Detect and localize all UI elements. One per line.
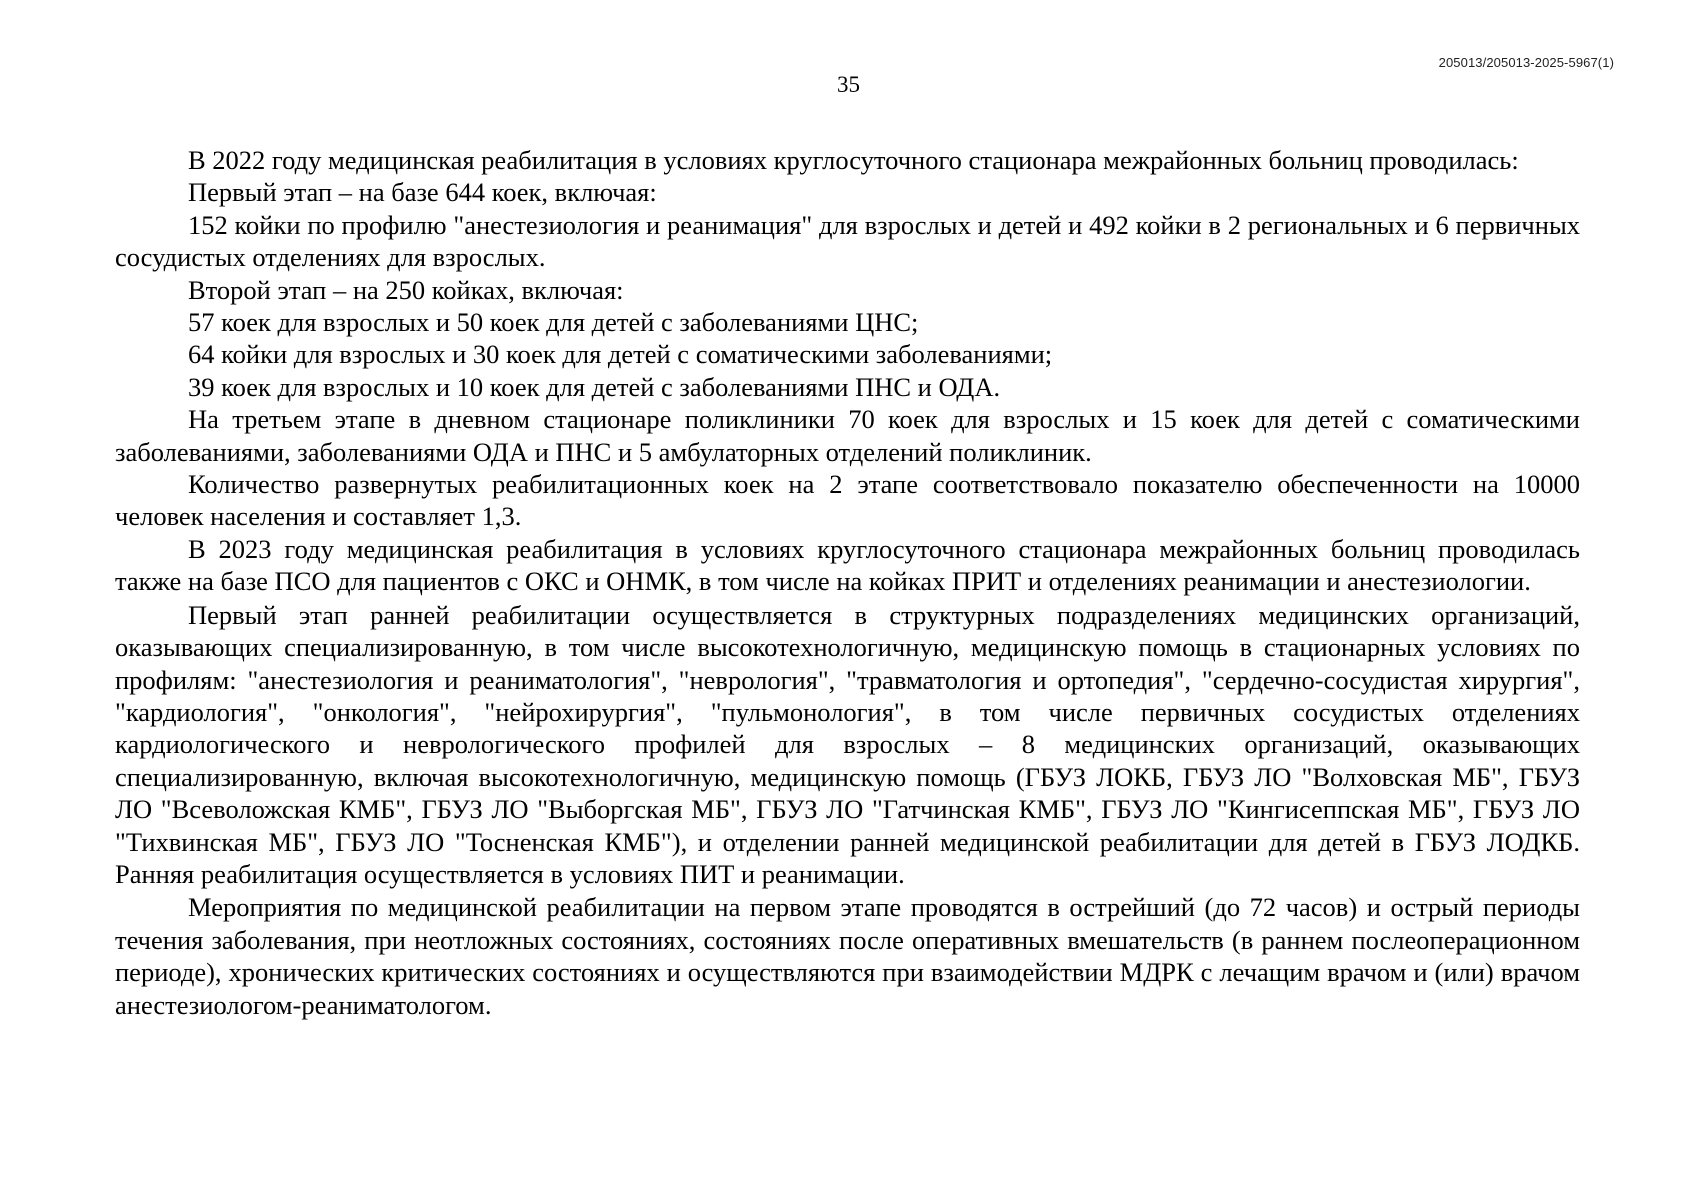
page-number: 35 xyxy=(837,72,860,97)
paragraph: Первый этап ранней реабилитации осуществляется в структурных подразделениях медицинских организаций, оказывающих специализированную, в том числе высокотехнологичную, медицинскую помощь в стационарных условиях по профилям: "анестезиология и реаниматология", "неврология", "травматология и ортопедия", "сердечно-сосудистая хирургия", "кардиология", "онкология", "нейрохирургия", "пульмонология", в том числе первичных сосудистых отделениях кардиологического и неврологического профилей для взрослых – 8 медицинских организаций, оказывающих специализированную, включая высокотехнологичную, медицинскую помощь (ГБУЗ ЛОКБ, ГБУЗ ЛО "Волховская МБ", ГБУЗ ЛО "Всеволожская КМБ", ГБУЗ ЛО "Выборгская МБ", ГБУЗ ЛО "Гатчинская КМБ", ГБУЗ ЛО "Кингисеппская МБ", ГБУЗ ЛО "Тихвинская МБ", ГБУЗ ЛО "Тосненская КМБ"), и отделении ранней медицинской реабилитации для детей в ГБУЗ ЛОДКБ. Ранняя реабилитация осуществляется в условиях ПИТ и реанимации. xyxy=(115,599,1580,889)
paragraph: Второй этап – на 250 койках, включая: xyxy=(188,274,624,305)
paragraph: В 2023 году медицинская реабилитация в условиях круглосуточного стационара межрайонных больниц проводилась также на базе ПСО для пациентов с ОКС и ОНМК, в том числе на койках ПРИТ и отделениях реанимации и анестезиологии. xyxy=(115,533,1580,597)
document-body xyxy=(115,144,1580,1021)
paragraph: 39 коек для взрослых и 10 коек для детей с заболеваниями ПНС и ОДА. xyxy=(188,371,1001,402)
paragraph: На третьем этапе в дневном стационаре поликлиники 70 коек для взрослых и 15 коек для детей с соматическими заболеваниями, заболеваниями ОДА и ПНС и 5 амбулаторных отделений поликлиник. xyxy=(115,404,1580,467)
paragraph: 152 койки по профилю "анестезиология и реанимация" для взрослых и детей и 492 койки в 2 региональных и 6 первичных сосудистых отделениях для взрослых. xyxy=(115,209,1580,273)
paragraph: 64 койки для взрослых и 30 коек для детей с соматическими заболеваниями; xyxy=(188,339,1053,370)
paragraph: Первый этап – на базе 644 коек, включая: xyxy=(188,177,657,208)
paragraph: Количество развернутых реабилитационных коек на 2 этапе соответствовало показателю обеспеченности на 10000 человек населения и составляет 1,3. xyxy=(115,469,1580,532)
document-id: 205013/205013-2025-5967(1) xyxy=(1438,55,1614,70)
paragraph: Мероприятия по медицинской реабилитации на первом этапе проводятся в острейший (до 72 часов) и острый периоды течения заболевания, при неотложных состояниях, состояниях после оперативных вмешательств (в раннем послеоперационном периоде), хронических критических состояниях и осуществляются при взаимодействии МДРК с лечащим врачом и (или) врачом анестезиологом-реаниматологом. xyxy=(115,892,1580,1020)
paragraph: В 2022 году медицинская реабилитация в условиях круглосуточного стационара межрайонных больниц проводилась: xyxy=(188,145,1519,175)
paragraph: 57 коек для взрослых и 50 коек для детей с заболеваниями ЦНС; xyxy=(188,307,919,338)
